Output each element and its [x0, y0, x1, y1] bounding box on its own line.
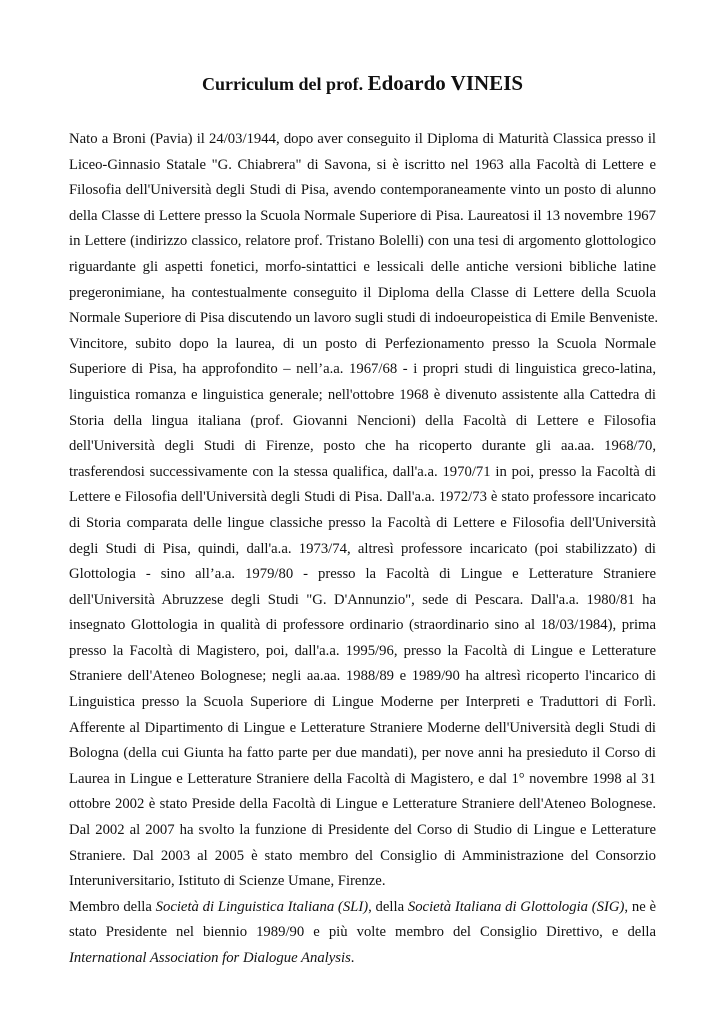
text-segment: presso la Facoltà di Magistero, poi, dall'a.a. 1995/96, presso la Facoltà di Lingue e Letterature — [69, 642, 656, 659]
text-segment: . — [350, 950, 355, 966]
text-segment: riguardante gli aspetti fonetici, morfo-sintattici e lessicali delle antiche versioni bibliche latine — [69, 258, 656, 275]
text-line — [69, 946, 656, 972]
italic-text: Società di Linguistica Italiana (SLI) — [155, 898, 369, 915]
text-segment: , ne è — [624, 898, 656, 915]
text-segment: linguistica romanza e linguistica generale; nell'ottobre 1968 è divenuto assistente alla Cattedra di — [69, 386, 656, 403]
text-line — [69, 153, 656, 179]
text-segment: Membro della — [69, 898, 156, 915]
text-line — [69, 792, 656, 818]
text-segment: Liceo-Ginnasio Statale "G. Chiabrera" di Savona, si è iscritto nel 1963 alla Facoltà di Lettere e — [69, 156, 656, 173]
text-segment: Lettere e Filosofia dell'Università degli Studi di Pisa. Dall'a.a. 1972/73 è stato professore incaricato — [69, 489, 656, 506]
text-segment: dell'Università Abruzzese degli Studi "G. D'Annunzio", sede di Pescara. Dall'a.a. 1980/81 ha — [69, 591, 656, 608]
title-prefix: Curriculum del prof. — [201, 74, 368, 94]
text-line — [69, 613, 656, 639]
text-line — [69, 332, 656, 358]
text-segment: dell'Università degli Studi di Firenze, posto che ha ricoperto durante gli aa.aa. 1968/70, — [69, 438, 656, 455]
text-segment: pregeronimiane, ha contestualmente conseguito il Diploma della Classe di Lettere della Scuola — [69, 284, 656, 301]
text-segment: Storia della lingua italiana (prof. Giovanni Nencioni) della Facoltà di Lettere e Filosofia — [69, 412, 656, 429]
text-segment: Linguistica presso la Scuola Superiore di Lingue Moderne per Interpreti e Traduttori di Forlì. — [69, 694, 656, 711]
curriculum-body — [69, 127, 659, 972]
text-segment: Interuniversitario, Istituto di Scienze Umane, Firenze. — [69, 873, 386, 890]
text-segment: , della — [368, 898, 408, 915]
text-segment: Straniere dell'Ateneo Bolognese; negli aa.aa. 1988/89 e 1989/90 ha altresì ricoperto l'incarico di — [69, 668, 656, 685]
text-line — [69, 639, 656, 665]
text-line — [69, 588, 656, 614]
text-line — [69, 920, 656, 946]
text-segment: Vincitore, subito dopo la laurea, di un posto di Perfezionamento presso la Scuola Normale — [69, 335, 656, 352]
title-name: Edoardo VINEIS — [367, 71, 524, 95]
text-segment: di Storia comparata delle lingue classiche presso la Facoltà di Lettere e Filosofia dell'Università — [69, 514, 656, 531]
text-line — [69, 562, 656, 588]
text-line — [69, 383, 656, 409]
text-segment: Filosofia dell'Università degli Studi di Pisa, avendo contemporaneamente vinto un posto di alunno — [69, 182, 656, 199]
text-segment: Laurea in Lingue e Letterature Straniere della Facoltà di Magistero, e dal 1° novembre 1998 al 31 — [69, 770, 656, 787]
text-line — [69, 229, 656, 255]
text-segment: trasferendosi successivamente con la stessa qualifica, dall'a.a. 1970/71 in poi, presso la Facoltà di — [69, 463, 656, 480]
text-line — [69, 460, 656, 486]
text-segment: stato Presidente nel biennio 1989/90 e più volte membro del Consiglio Direttivo, e della — [69, 924, 656, 941]
text-line — [69, 511, 656, 537]
text-line — [69, 281, 656, 307]
italic-text: Società Italiana di Glottologia (SIG) — [407, 898, 625, 915]
text-line — [69, 895, 656, 921]
text-segment: ottobre 2002 è stato Preside della Facoltà di Lingue e Letterature Straniere dell'Ateneo Bolognese. — [69, 796, 656, 813]
text-segment: Glottologia - sino all’a.a. 1979/80 - presso la Facoltà di Lingue e Letterature Straniere — [69, 566, 656, 583]
text-segment: degli Studi di Pisa, quindi, dall'a.a. 1973/74, altresì professore incaricato (poi stabilizzato) di — [69, 540, 656, 557]
text-line — [69, 818, 656, 844]
text-line — [69, 178, 656, 204]
text-segment: in Lettere (indirizzo classico, relatore prof. Tristano Bolelli) con una tesi di argomento glottologico — [69, 233, 656, 250]
text-line — [69, 127, 656, 153]
text-line — [69, 306, 659, 332]
text-segment: Dal 2002 al 2007 ha svolto la funzione di Presidente del Corso di Studio di Lingue e Letterature — [69, 822, 656, 839]
text-line — [69, 741, 656, 767]
text-line — [69, 409, 656, 435]
text-line — [69, 204, 656, 230]
text-segment: insegnato Glottologia in qualità di professore ordinario (straordinario sino al 18/03/1984), prima — [69, 617, 656, 634]
text-line — [69, 767, 656, 793]
italic-text: International Association for Dialogue Analysis — [69, 950, 351, 966]
text-line — [69, 357, 656, 383]
text-line — [69, 434, 656, 460]
text-segment: Nato a Broni (Pavia) il 24/03/1944, dopo aver conseguito il Diploma di Maturità Classica presso il — [69, 131, 656, 147]
text-line — [69, 716, 656, 742]
text-line — [69, 537, 656, 563]
text-line — [69, 664, 656, 690]
text-line — [69, 869, 656, 895]
text-segment: Superiore di Pisa, ha approfondito – nell’a.a. 1967/68 - i propri studi di linguistica greco-latina, — [69, 361, 656, 378]
text-segment: Afferente al Dipartimento di Lingue e Letterature Straniere Moderne dell'Università degli Studi di — [69, 719, 656, 736]
page-title — [0, 70, 725, 97]
text-segment: della Classe di Lettere presso la Scuola Normale Superiore di Pisa. Laureatosi il 13 novembre 1967 — [69, 207, 656, 224]
text-segment: Bologna (della cui Giunta ha fatto parte per due mandati), per nove anni ha presieduto il Corso di — [69, 745, 656, 762]
text-segment: Straniere. Dal 2003 al 2005 è stato membro del Consiglio di Amministrazione del Consorzio — [69, 847, 656, 864]
text-line — [69, 485, 656, 511]
text-line — [69, 690, 656, 716]
text-segment: Normale Superiore di Pisa discutendo un lavoro sugli studi di indoeuropeistica di Emile Benveniste. — [69, 310, 659, 327]
text-line — [69, 255, 656, 281]
text-line — [69, 844, 656, 870]
